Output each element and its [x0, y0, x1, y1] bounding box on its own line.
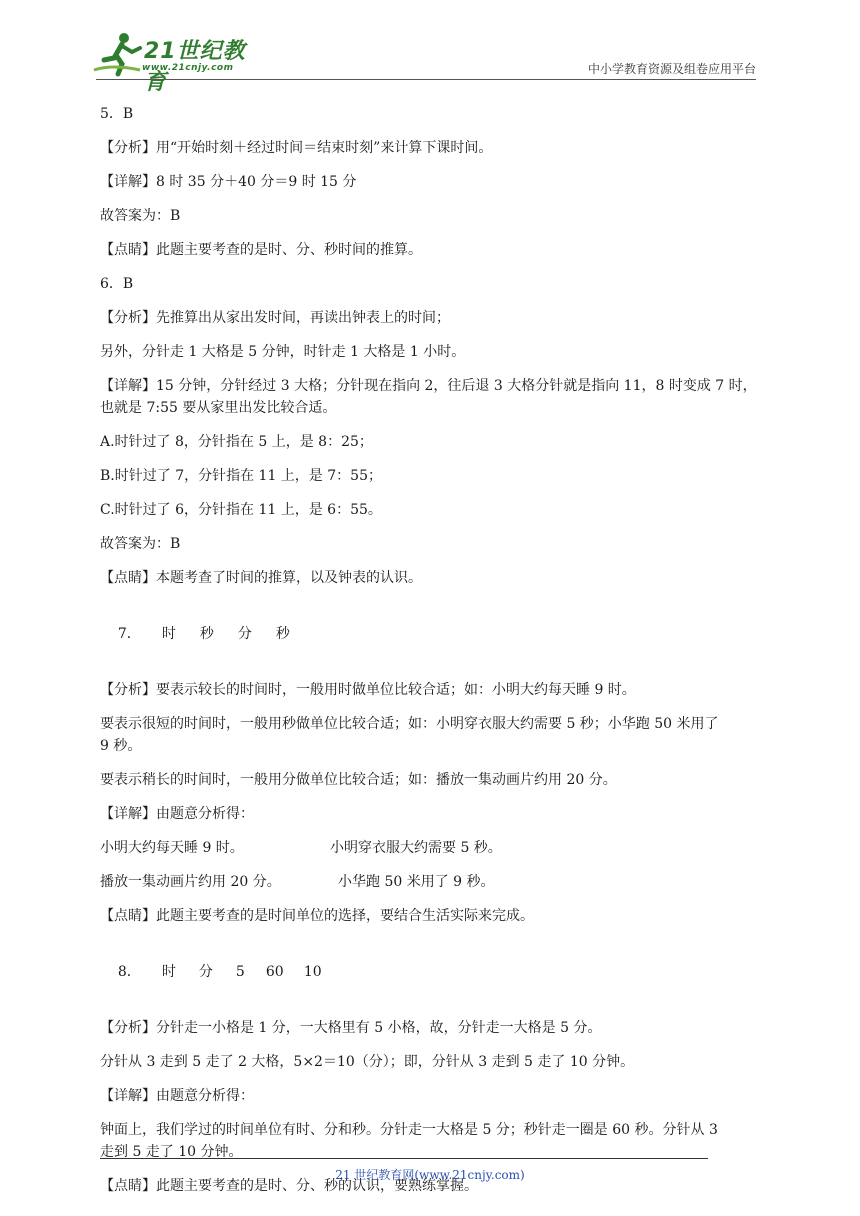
q7-analysis: 【分析】要表示较长的时间时，一般用时做单位比较合适；如：小明大约每天睡 9 时。: [100, 682, 636, 698]
q7-analysis-4: 要表示稍长的时间时，一般用分做单位比较合适；如：播放一集动画片约用 20 分。: [100, 772, 617, 788]
q6-option-a: A.时针过了 8，分针指在 5 上，是 8：25；: [100, 434, 373, 450]
q8-answer-4: 60: [265, 964, 284, 980]
logo-url: www.21cnjy.com: [142, 63, 234, 73]
header-divider: [96, 79, 756, 80]
page-header: [0, 0, 860, 95]
q6-analysis-2: 另外，分针走 1 大格是 5 分钟，时针走 1 大格是 1 小时。: [100, 344, 466, 360]
q5-detail: 【详解】8 时 35 分＋40 分＝9 时 15 分: [100, 174, 357, 190]
q8-detail: 【详解】由题意分析得：: [100, 1088, 254, 1104]
q7-detail: 【详解】由题意分析得：: [100, 806, 254, 822]
q8-detail-3: 走到 5 走了 10 分钟。: [100, 1144, 243, 1160]
q6-comment: 【点睛】本题考查了时间的推算，以及钟表的认识。: [100, 570, 422, 586]
q6-detail-2: 也就是 7:55 要从家里出发比较合适。: [100, 400, 337, 416]
q6-option-c: C.时针过了 6，分针指在 11 上，是 6：55。: [100, 502, 382, 518]
q7-analysis-2: 要表示很短的时间时，一般用秒做单位比较合适；如：小明穿衣服大约需要 5 秒；小华跑 50 米用了: [100, 716, 719, 732]
q7-pair-1-left: 小明大约每天睡 9 时。: [100, 840, 244, 856]
q7-number: 7．: [117, 626, 141, 642]
q7-answer-row: [100, 601, 765, 667]
q8-detail-2: 钟面上，我们学过的时间单位有时、分和秒。分针走一大格是 5 分；秒针走一圈是 60 秒。分针从 3: [100, 1122, 718, 1138]
q7-pair-1-right: 小明穿衣服大约需要 5 秒。: [330, 840, 502, 856]
q8-answer-row: [100, 939, 765, 1005]
q7-pair-2: [100, 871, 765, 893]
q7-answer-2: 秒: [199, 626, 214, 642]
q7-analysis-3: 9 秒。: [100, 738, 142, 754]
q5-conclusion: 故答案为：B: [100, 208, 181, 224]
q7-pair-2-right: 小华跑 50 米用了 9 秒。: [338, 874, 495, 890]
q7-answer-1: 时: [161, 626, 176, 642]
footer-divider: [100, 1158, 708, 1159]
runner-logo-icon: [92, 30, 144, 78]
q8-answer-2: 分: [198, 964, 213, 980]
q6-option-b: B.时针过了 7，分针指在 11 上，是 7：55；: [100, 468, 382, 484]
q6-detail: 【详解】15 分钟，分针经过 3 大格；分针现在指向 2，往后退 3 大格分针就是指向 11，8 时变成 7 时，: [100, 378, 757, 394]
answer-content: [100, 103, 765, 1209]
site-logo[interactable]: [92, 30, 262, 95]
q8-answer-1: 时: [161, 964, 176, 980]
q7-pair-1: [100, 837, 765, 859]
q6-answer: 6．B: [100, 276, 134, 292]
logo-title: 21世纪教育: [144, 39, 246, 95]
q8-number: 8．: [117, 964, 141, 980]
header-platform-name: 中小学教育资源及组卷应用平台: [587, 62, 756, 76]
q6-analysis: 【分析】先推算出从家出发时间，再读出钟表上的时间；: [100, 310, 450, 326]
q5-analysis: 【分析】用“开始时刻＋经过时间＝结束时刻”来计算下课时间。: [100, 140, 493, 156]
q6-conclusion: 故答案为：B: [100, 536, 181, 552]
q7-comment: 【点睛】此题主要考查的是时间单位的选择，要结合生活实际来完成。: [100, 908, 534, 924]
q8-answer-5: 10: [303, 964, 322, 980]
q5-answer: 5．B: [100, 106, 134, 122]
q8-answer-3: 5: [235, 964, 245, 980]
q7-pair-2-left: 播放一集动画片约用 20 分。: [100, 874, 281, 890]
q8-analysis-2: 分针从 3 走到 5 走了 2 大格，5×2＝10（分）；即，分针从 3 走到 5 走了 10 分钟。: [100, 1054, 635, 1070]
q8-analysis: 【分析】分针走一小格是 1 分，一大格里有 5 小格，故，分针走一大格是 5 分。: [100, 1020, 602, 1036]
q7-answer-3: 分: [237, 626, 252, 642]
q5-comment: 【点睛】此题主要考查的是时、分、秒时间的推算。: [100, 242, 422, 258]
footer-link[interactable]: 21 世纪教育网(www.21cnjy.com): [335, 1168, 525, 1182]
q7-answer-4: 秒: [275, 626, 290, 642]
q8-comment: 【点睛】此题主要考查的是时、分、秒的认识，要熟练掌握。: [100, 1178, 478, 1194]
